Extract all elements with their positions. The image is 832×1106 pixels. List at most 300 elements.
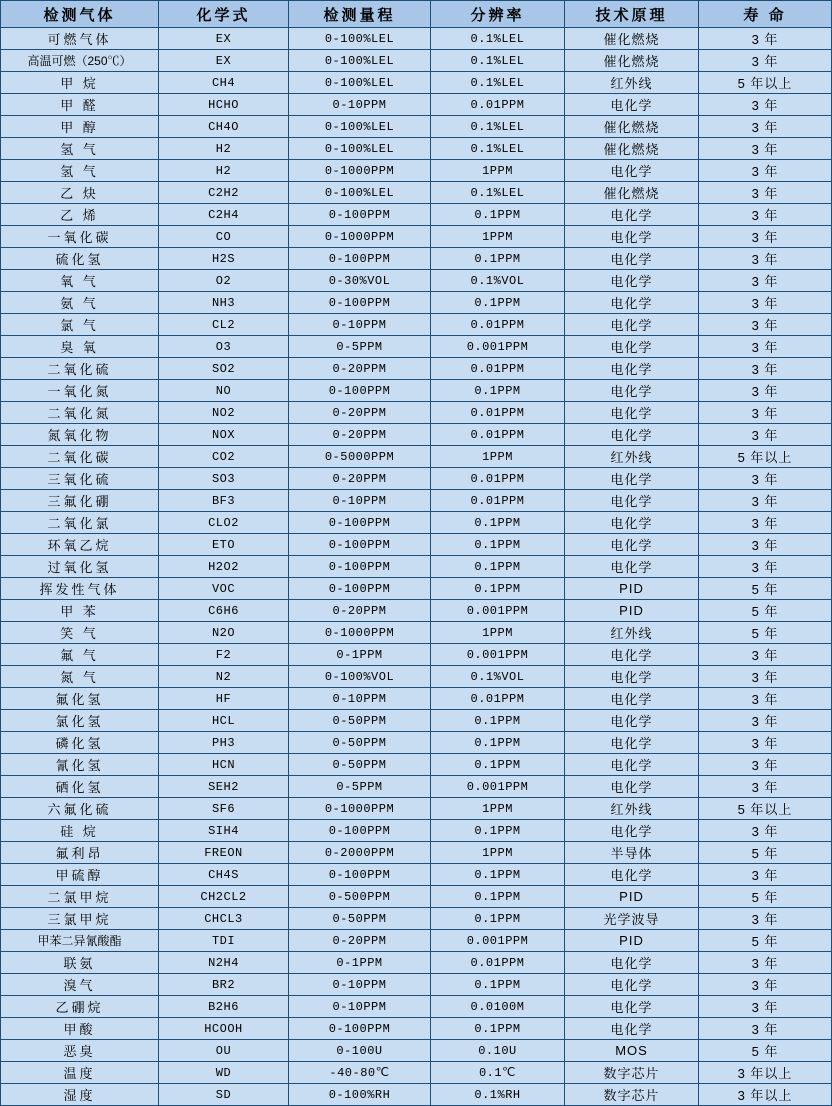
cell-chemical-formula: CO2: [159, 446, 289, 468]
cell-detection-range: 0-500PPM: [289, 886, 431, 908]
cell-lifetime: 3 年: [699, 424, 832, 446]
cell-chemical-formula: BR2: [159, 974, 289, 996]
cell-detection-range: 0-1000PPM: [289, 798, 431, 820]
cell-gas-name: 氮氧化物: [1, 424, 159, 446]
cell-technology-principle: 电化学: [565, 644, 699, 666]
cell-technology-principle: 红外线: [565, 446, 699, 468]
cell-resolution: 0.1PPM: [431, 908, 565, 930]
cell-detection-range: 0-5PPM: [289, 776, 431, 798]
cell-technology-principle: 电化学: [565, 358, 699, 380]
cell-chemical-formula: F2: [159, 644, 289, 666]
cell-technology-principle: 电化学: [565, 248, 699, 270]
cell-resolution: 0.1PPM: [431, 732, 565, 754]
cell-detection-range: 0-10PPM: [289, 490, 431, 512]
cell-resolution: 0.1%VOL: [431, 666, 565, 688]
cell-technology-principle: 电化学: [565, 468, 699, 490]
cell-resolution: 0.1%LEL: [431, 50, 565, 72]
cell-lifetime: 3 年: [699, 402, 832, 424]
table-row: [1, 50, 832, 72]
cell-technology-principle: 电化学: [565, 314, 699, 336]
cell-detection-range: 0-1000PPM: [289, 160, 431, 182]
cell-detection-range: 0-100PPM: [289, 204, 431, 226]
table-row: [1, 666, 832, 688]
table-row: [1, 974, 832, 996]
cell-gas-name: 臭 氧: [1, 336, 159, 358]
cell-lifetime: 5 年: [699, 886, 832, 908]
cell-technology-principle: 电化学: [565, 732, 699, 754]
cell-gas-name: 氢 气: [1, 138, 159, 160]
cell-detection-range: 0-100%LEL: [289, 182, 431, 204]
cell-lifetime: 3 年以上: [699, 1062, 832, 1084]
table-row: [1, 116, 832, 138]
cell-chemical-formula: OU: [159, 1040, 289, 1062]
table-row: [1, 1018, 832, 1040]
table-body: [1, 28, 832, 1106]
cell-technology-principle: 电化学: [565, 226, 699, 248]
column-header-formula: 化学式: [159, 1, 289, 28]
cell-resolution: 0.01PPM: [431, 358, 565, 380]
cell-gas-name: 溴气: [1, 974, 159, 996]
cell-resolution: 0.1PPM: [431, 1018, 565, 1040]
table-row: [1, 358, 832, 380]
cell-technology-principle: 催化燃烧: [565, 116, 699, 138]
cell-detection-range: 0-10PPM: [289, 974, 431, 996]
table-row: [1, 1084, 832, 1106]
column-header-gas: 检测气体: [1, 1, 159, 28]
cell-technology-principle: 电化学: [565, 94, 699, 116]
cell-chemical-formula: EX: [159, 28, 289, 50]
cell-technology-principle: 电化学: [565, 754, 699, 776]
table-row: [1, 864, 832, 886]
cell-chemical-formula: B2H6: [159, 996, 289, 1018]
cell-resolution: 0.1PPM: [431, 886, 565, 908]
cell-chemical-formula: PH3: [159, 732, 289, 754]
cell-gas-name: 氟利昂: [1, 842, 159, 864]
cell-technology-principle: 电化学: [565, 820, 699, 842]
cell-lifetime: 3 年: [699, 1018, 832, 1040]
cell-detection-range: 0-100PPM: [289, 1018, 431, 1040]
cell-resolution: 0.1PPM: [431, 534, 565, 556]
cell-detection-range: 0-50PPM: [289, 908, 431, 930]
cell-lifetime: 3 年: [699, 336, 832, 358]
cell-gas-name: 氯 气: [1, 314, 159, 336]
cell-technology-principle: 电化学: [565, 1018, 699, 1040]
cell-chemical-formula: SF6: [159, 798, 289, 820]
cell-chemical-formula: H2: [159, 160, 289, 182]
cell-chemical-formula: CH4S: [159, 864, 289, 886]
cell-lifetime: 3 年: [699, 116, 832, 138]
table-row: [1, 842, 832, 864]
cell-resolution: 0.1PPM: [431, 248, 565, 270]
cell-chemical-formula: HCOOH: [159, 1018, 289, 1040]
table-row: [1, 930, 832, 952]
cell-technology-principle: PID: [565, 930, 699, 952]
cell-gas-name: 磷化氢: [1, 732, 159, 754]
cell-lifetime: 3 年: [699, 666, 832, 688]
cell-gas-name: 硫化氢: [1, 248, 159, 270]
cell-chemical-formula: H2S: [159, 248, 289, 270]
cell-detection-range: 0-10PPM: [289, 688, 431, 710]
cell-technology-principle: 电化学: [565, 952, 699, 974]
table-row: [1, 710, 832, 732]
cell-lifetime: 3 年: [699, 908, 832, 930]
cell-lifetime: 3 年: [699, 490, 832, 512]
cell-detection-range: 0-50PPM: [289, 754, 431, 776]
column-header-principle: 技术原理: [565, 1, 699, 28]
table-row: [1, 512, 832, 534]
cell-chemical-formula: C2H2: [159, 182, 289, 204]
table-row: [1, 380, 832, 402]
cell-technology-principle: 电化学: [565, 424, 699, 446]
cell-gas-name: 环氧乙烷: [1, 534, 159, 556]
cell-resolution: 0.001PPM: [431, 336, 565, 358]
table-row: [1, 886, 832, 908]
cell-resolution: 0.1PPM: [431, 820, 565, 842]
cell-lifetime: 3 年: [699, 138, 832, 160]
cell-chemical-formula: WD: [159, 1062, 289, 1084]
cell-resolution: 0.1PPM: [431, 864, 565, 886]
cell-technology-principle: 电化学: [565, 776, 699, 798]
cell-chemical-formula: CO: [159, 226, 289, 248]
cell-resolution: 0.1PPM: [431, 204, 565, 226]
cell-lifetime: 3 年: [699, 534, 832, 556]
cell-resolution: 0.001PPM: [431, 930, 565, 952]
cell-detection-range: 0-50PPM: [289, 710, 431, 732]
cell-technology-principle: 催化燃烧: [565, 28, 699, 50]
cell-detection-range: 0-100PPM: [289, 578, 431, 600]
column-header-lifetime: 寿 命: [699, 1, 832, 28]
cell-gas-name: 三氯甲烷: [1, 908, 159, 930]
cell-gas-name: 氮 气: [1, 666, 159, 688]
cell-detection-range: 0-100%VOL: [289, 666, 431, 688]
table-row: [1, 534, 832, 556]
cell-chemical-formula: CH4O: [159, 116, 289, 138]
cell-chemical-formula: HCN: [159, 754, 289, 776]
cell-detection-range: 0-20PPM: [289, 402, 431, 424]
cell-technology-principle: 光学波导: [565, 908, 699, 930]
cell-chemical-formula: HF: [159, 688, 289, 710]
cell-detection-range: 0-5PPM: [289, 336, 431, 358]
table-row: [1, 798, 832, 820]
cell-lifetime: 3 年: [699, 820, 832, 842]
cell-lifetime: 5 年以上: [699, 798, 832, 820]
table-row: [1, 446, 832, 468]
cell-gas-name: 氰化氢: [1, 754, 159, 776]
cell-chemical-formula: N2O: [159, 622, 289, 644]
cell-detection-range: 0-20PPM: [289, 468, 431, 490]
cell-detection-range: 0-100%LEL: [289, 138, 431, 160]
table-row: [1, 336, 832, 358]
cell-lifetime: 3 年: [699, 556, 832, 578]
cell-detection-range: 0-100PPM: [289, 512, 431, 534]
cell-detection-range: 0-100PPM: [289, 248, 431, 270]
table-row: [1, 248, 832, 270]
table-row: [1, 314, 832, 336]
cell-technology-principle: 电化学: [565, 270, 699, 292]
cell-resolution: 0.1%LEL: [431, 72, 565, 94]
cell-technology-principle: 催化燃烧: [565, 138, 699, 160]
cell-chemical-formula: NO: [159, 380, 289, 402]
cell-resolution: 0.1%VOL: [431, 270, 565, 292]
cell-gas-name: 甲苯二异氰酸酯: [1, 930, 159, 952]
table-row: [1, 996, 832, 1018]
cell-lifetime: 3 年: [699, 270, 832, 292]
cell-chemical-formula: N2: [159, 666, 289, 688]
cell-resolution: 0.1PPM: [431, 710, 565, 732]
cell-lifetime: 3 年: [699, 314, 832, 336]
cell-chemical-formula: CLO2: [159, 512, 289, 534]
table-row: [1, 160, 832, 182]
cell-technology-principle: 电化学: [565, 666, 699, 688]
cell-lifetime: 3 年: [699, 358, 832, 380]
cell-detection-range: 0-100%RH: [289, 1084, 431, 1106]
cell-resolution: 0.01PPM: [431, 468, 565, 490]
cell-lifetime: 3 年: [699, 28, 832, 50]
cell-detection-range: 0-100PPM: [289, 820, 431, 842]
table-row: [1, 754, 832, 776]
cell-chemical-formula: HCHO: [159, 94, 289, 116]
cell-technology-principle: 电化学: [565, 534, 699, 556]
cell-technology-principle: 电化学: [565, 402, 699, 424]
cell-detection-range: 0-1PPM: [289, 644, 431, 666]
cell-gas-name: 氢 气: [1, 160, 159, 182]
table-row: [1, 776, 832, 798]
cell-resolution: 0.1PPM: [431, 556, 565, 578]
table-row: [1, 820, 832, 842]
column-header-range: 检测量程: [289, 1, 431, 28]
cell-chemical-formula: SIH4: [159, 820, 289, 842]
cell-chemical-formula: N2H4: [159, 952, 289, 974]
cell-gas-name: 氟 气: [1, 644, 159, 666]
cell-resolution: 0.1%LEL: [431, 138, 565, 160]
cell-gas-name: 乙硼烷: [1, 996, 159, 1018]
cell-gas-name: 氯化氢: [1, 710, 159, 732]
cell-resolution: 0.1%LEL: [431, 182, 565, 204]
cell-resolution: 0.10U: [431, 1040, 565, 1062]
cell-chemical-formula: SO3: [159, 468, 289, 490]
table-row: [1, 952, 832, 974]
cell-gas-name: 恶臭: [1, 1040, 159, 1062]
cell-resolution: 0.001PPM: [431, 600, 565, 622]
cell-gas-name: 二氧化碳: [1, 446, 159, 468]
table-header-row: [1, 1, 832, 28]
cell-gas-name: 一氧化氮: [1, 380, 159, 402]
cell-detection-range: 0-100PPM: [289, 380, 431, 402]
table-row: [1, 28, 832, 50]
cell-technology-principle: 红外线: [565, 622, 699, 644]
cell-detection-range: -40-80℃: [289, 1062, 431, 1084]
cell-lifetime: 3 年: [699, 226, 832, 248]
cell-resolution: 0.1PPM: [431, 292, 565, 314]
cell-gas-name: 甲酸: [1, 1018, 159, 1040]
cell-technology-principle: 电化学: [565, 556, 699, 578]
table-row: [1, 1040, 832, 1062]
table-row: [1, 490, 832, 512]
cell-lifetime: 3 年: [699, 50, 832, 72]
cell-resolution: 0.1PPM: [431, 754, 565, 776]
table-row: [1, 402, 832, 424]
table-row: [1, 94, 832, 116]
cell-lifetime: 3 年: [699, 160, 832, 182]
cell-technology-principle: 红外线: [565, 798, 699, 820]
cell-chemical-formula: SO2: [159, 358, 289, 380]
cell-detection-range: 0-100%LEL: [289, 28, 431, 50]
cell-gas-name: 甲硫醇: [1, 864, 159, 886]
cell-gas-name: 三氧化硫: [1, 468, 159, 490]
cell-chemical-formula: HCL: [159, 710, 289, 732]
cell-detection-range: 0-20PPM: [289, 358, 431, 380]
cell-technology-principle: 电化学: [565, 864, 699, 886]
cell-resolution: 0.1℃: [431, 1062, 565, 1084]
cell-detection-range: 0-100PPM: [289, 556, 431, 578]
cell-chemical-formula: ETO: [159, 534, 289, 556]
table-row: [1, 424, 832, 446]
cell-resolution: 1PPM: [431, 842, 565, 864]
cell-gas-name: 甲 醇: [1, 116, 159, 138]
cell-technology-principle: 电化学: [565, 490, 699, 512]
cell-resolution: 0.01PPM: [431, 424, 565, 446]
cell-resolution: 0.1%RH: [431, 1084, 565, 1106]
cell-chemical-formula: BF3: [159, 490, 289, 512]
cell-gas-name: 湿度: [1, 1084, 159, 1106]
cell-resolution: 0.1%LEL: [431, 28, 565, 50]
cell-lifetime: 5 年以上: [699, 446, 832, 468]
cell-resolution: 0.01PPM: [431, 952, 565, 974]
cell-resolution: 0.001PPM: [431, 644, 565, 666]
cell-detection-range: 0-20PPM: [289, 600, 431, 622]
cell-chemical-formula: C2H4: [159, 204, 289, 226]
table-row: [1, 292, 832, 314]
cell-technology-principle: MOS: [565, 1040, 699, 1062]
cell-detection-range: 0-20PPM: [289, 424, 431, 446]
cell-resolution: 1PPM: [431, 160, 565, 182]
table-row: [1, 600, 832, 622]
cell-gas-name: 氨 气: [1, 292, 159, 314]
cell-resolution: 0.01PPM: [431, 94, 565, 116]
cell-chemical-formula: VOC: [159, 578, 289, 600]
cell-resolution: 0.01PPM: [431, 490, 565, 512]
table-row: [1, 908, 832, 930]
cell-detection-range: 0-100U: [289, 1040, 431, 1062]
cell-resolution: 0.001PPM: [431, 776, 565, 798]
cell-resolution: 0.1PPM: [431, 512, 565, 534]
cell-detection-range: 0-10PPM: [289, 996, 431, 1018]
cell-lifetime: 3 年: [699, 292, 832, 314]
cell-technology-principle: PID: [565, 886, 699, 908]
cell-lifetime: 5 年: [699, 578, 832, 600]
cell-lifetime: 3 年: [699, 776, 832, 798]
cell-resolution: 0.01PPM: [431, 402, 565, 424]
cell-gas-name: 二氧化氯: [1, 512, 159, 534]
table-row: [1, 556, 832, 578]
table-row: [1, 622, 832, 644]
table-row: [1, 270, 832, 292]
cell-lifetime: 3 年: [699, 182, 832, 204]
cell-chemical-formula: CH4: [159, 72, 289, 94]
cell-chemical-formula: TDI: [159, 930, 289, 952]
cell-technology-principle: 电化学: [565, 292, 699, 314]
table-row: [1, 72, 832, 94]
table-row: [1, 204, 832, 226]
cell-lifetime: 3 年: [699, 688, 832, 710]
cell-chemical-formula: H2O2: [159, 556, 289, 578]
cell-chemical-formula: NO2: [159, 402, 289, 424]
cell-detection-range: 0-100%LEL: [289, 116, 431, 138]
cell-gas-name: 一氧化碳: [1, 226, 159, 248]
cell-lifetime: 3 年: [699, 864, 832, 886]
cell-resolution: 0.01PPM: [431, 314, 565, 336]
cell-chemical-formula: NH3: [159, 292, 289, 314]
cell-technology-principle: 电化学: [565, 996, 699, 1018]
cell-detection-range: 0-100PPM: [289, 864, 431, 886]
cell-detection-range: 0-5000PPM: [289, 446, 431, 468]
cell-resolution: 1PPM: [431, 622, 565, 644]
cell-lifetime: 3 年: [699, 468, 832, 490]
cell-lifetime: 3 年: [699, 644, 832, 666]
cell-technology-principle: 催化燃烧: [565, 50, 699, 72]
cell-lifetime: 3 年: [699, 754, 832, 776]
cell-gas-name: 联氨: [1, 952, 159, 974]
table-row: [1, 644, 832, 666]
cell-chemical-formula: NOX: [159, 424, 289, 446]
cell-chemical-formula: SEH2: [159, 776, 289, 798]
cell-chemical-formula: EX: [159, 50, 289, 72]
cell-gas-name: 笑 气: [1, 622, 159, 644]
cell-lifetime: 5 年: [699, 930, 832, 952]
cell-detection-range: 0-100PPM: [289, 292, 431, 314]
cell-technology-principle: 电化学: [565, 688, 699, 710]
cell-gas-name: 甲 苯: [1, 600, 159, 622]
cell-lifetime: 3 年: [699, 974, 832, 996]
cell-gas-name: 过氧化氢: [1, 556, 159, 578]
table-row: [1, 732, 832, 754]
table-row: [1, 688, 832, 710]
cell-gas-name: 六氟化硫: [1, 798, 159, 820]
cell-resolution: 1PPM: [431, 226, 565, 248]
cell-lifetime: 3 年: [699, 952, 832, 974]
cell-technology-principle: 电化学: [565, 336, 699, 358]
cell-detection-range: 0-30%VOL: [289, 270, 431, 292]
cell-chemical-formula: FREON: [159, 842, 289, 864]
cell-detection-range: 0-20PPM: [289, 930, 431, 952]
cell-gas-name: 甲 烷: [1, 72, 159, 94]
cell-lifetime: 3 年以上: [699, 1084, 832, 1106]
cell-technology-principle: 电化学: [565, 512, 699, 534]
cell-lifetime: 3 年: [699, 248, 832, 270]
table-row: [1, 226, 832, 248]
cell-detection-range: 0-10PPM: [289, 94, 431, 116]
cell-lifetime: 3 年: [699, 94, 832, 116]
cell-resolution: 0.0100M: [431, 996, 565, 1018]
cell-gas-name: 可燃气体: [1, 28, 159, 50]
cell-lifetime: 3 年: [699, 204, 832, 226]
cell-resolution: 0.1PPM: [431, 578, 565, 600]
cell-technology-principle: 半导体: [565, 842, 699, 864]
table-row: [1, 578, 832, 600]
cell-chemical-formula: O2: [159, 270, 289, 292]
cell-chemical-formula: C6H6: [159, 600, 289, 622]
table-row: [1, 468, 832, 490]
cell-chemical-formula: CHCL3: [159, 908, 289, 930]
cell-technology-principle: 电化学: [565, 160, 699, 182]
cell-gas-name: 氧 气: [1, 270, 159, 292]
cell-gas-name: 二氯甲烷: [1, 886, 159, 908]
cell-technology-principle: 电化学: [565, 710, 699, 732]
cell-technology-principle: 数字芯片: [565, 1084, 699, 1106]
cell-resolution: 1PPM: [431, 798, 565, 820]
cell-technology-principle: PID: [565, 600, 699, 622]
table-header: [1, 1, 832, 28]
